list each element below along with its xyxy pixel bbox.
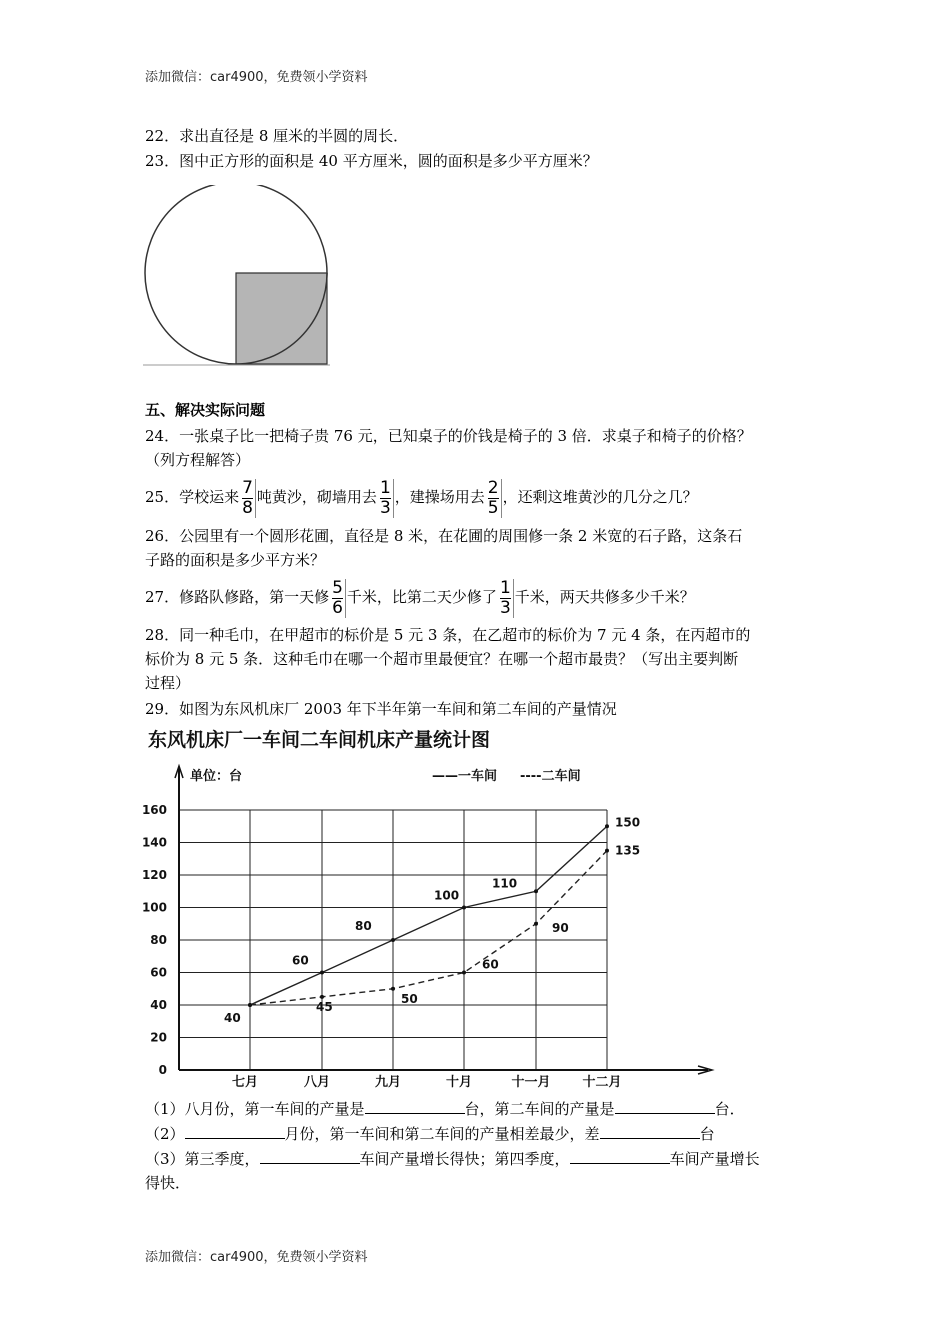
sub-question-3: （3）第三季度， 车间产量增长得快；第四季度， 车间产量增长 <box>145 1150 760 1168</box>
question-29: 29．如图为东风机床厂 2003 年下半年第一车间和第二车间的产量情况 <box>145 700 617 718</box>
data-label-s2-5: 135 <box>615 843 641 858</box>
series-line-1 <box>250 826 607 1005</box>
fraction-1-3: $\frac{1}{3}$ <box>378 479 394 518</box>
question-27 <box>145 575 695 619</box>
chart-unit-label: 单位：台 <box>190 769 243 784</box>
q27-text-3: 千米，两天共修多少千米？ <box>514 588 695 606</box>
fraction-7-8: $\frac{7}{8}$ <box>240 479 256 518</box>
series-2-point-5 <box>605 849 609 853</box>
y-tick-label-140: 140 <box>141 835 167 850</box>
y-tick-label-20: 20 <box>150 1030 167 1045</box>
answer-blank-1b[interactable] <box>615 1098 715 1114</box>
chart-axes <box>175 766 712 1074</box>
series-1-point-4 <box>534 889 538 893</box>
question-26-line1: 26．公园里有一个圆形花圃，直径是 8 米，在花圃的周围修一条 2 米宽的石子路，这条石 <box>145 527 743 545</box>
y-tick-label-120: 120 <box>141 868 167 882</box>
q25-text-3: ，建操场用去 <box>394 488 485 506</box>
chart-tick-labels <box>142 803 622 1090</box>
question-28-line3: 过程） <box>145 674 191 692</box>
series-1-point-3 <box>462 906 466 910</box>
section-heading: 五、解决实际问题 <box>145 401 266 419</box>
series-1-point-2 <box>391 938 395 942</box>
q27-text-2: 千米，比第二天少修了 <box>346 588 497 606</box>
y-tick-label-80: 80 <box>150 933 167 947</box>
question-28-line1: 28．同一种毛巾，在甲超市的标价是 5 元 3 条，在乙超市的标价为 7 元 4 条，在丙超市的 <box>145 626 751 644</box>
y-tick-label-100: 100 <box>141 900 167 915</box>
chart-data-labels <box>224 815 640 1025</box>
y-tick-label-60: 60 <box>150 965 167 980</box>
x-tick-label-0: 七月 <box>231 1075 259 1090</box>
series-2-point-1 <box>320 995 324 999</box>
data-label-s2-3: 60 <box>482 957 499 972</box>
question-22: 22．求出直径是 8 厘米的半圆的周长． <box>145 127 409 145</box>
x-tick-label-4: 十一月 <box>511 1075 551 1090</box>
chart-series <box>248 824 609 1007</box>
y-tick-label-0: 0 <box>158 1063 167 1077</box>
series-1-point-1 <box>320 971 324 975</box>
q25-text-2: 吨黄沙，砌墙用去 <box>256 488 377 506</box>
question-24-line1: 24．一张桌子比一把椅子贵 76 元，已知桌子的价钱是椅子的 3 倍．求桌子和椅子的价格？ <box>145 427 752 445</box>
answer-blank-2b[interactable] <box>600 1123 700 1139</box>
question-24-line2: （列方程解答） <box>145 451 251 469</box>
series-2-point-0 <box>248 1003 252 1007</box>
data-label-s1-5: 150 <box>615 815 641 830</box>
data-label-s1-4: 110 <box>492 876 518 891</box>
series-2-point-3 <box>462 971 466 975</box>
data-label-s2-2: 50 <box>401 991 418 1006</box>
answer-blank-1a[interactable] <box>365 1098 465 1114</box>
data-label-s1-0: 40 <box>224 1011 241 1025</box>
x-tick-label-1: 八月 <box>303 1075 331 1090</box>
series-1-point-5 <box>605 824 609 828</box>
sub-question-1: （1）八月份，第一车间的产量是 台，第二车间的产量是 台． <box>145 1100 745 1118</box>
series-2-point-2 <box>391 987 395 991</box>
figure-square <box>236 273 327 364</box>
question-28-line2: 标价为 8 元 5 条．这种毛巾在哪一个超市里最便宜？在哪一个超市最贵？（写出主要判断 <box>145 650 739 668</box>
sub-question-3-line2: 得快． <box>145 1174 191 1192</box>
answer-blank-2a[interactable] <box>185 1123 285 1139</box>
circle-square-figure <box>140 185 340 370</box>
x-tick-label-2: 九月 <box>374 1075 402 1090</box>
y-tick-label-40: 40 <box>150 998 167 1012</box>
data-label-s2-1: 45 <box>316 999 333 1014</box>
fraction-5-6: $\frac{5}{6}$ <box>330 579 346 618</box>
data-label-s2-4: 90 <box>552 920 569 935</box>
legend-series-1: ——一车间 <box>432 769 498 784</box>
x-tick-label-3: 十月 <box>445 1075 473 1090</box>
data-label-s1-3: 100 <box>434 888 460 903</box>
data-label-s1-2: 80 <box>355 919 372 933</box>
answer-blank-3b[interactable] <box>570 1148 670 1164</box>
q25-text-4: ，还剩这堆黄沙的几分之几？ <box>502 488 698 506</box>
q25-text-1: 25．学校运来 <box>145 488 240 506</box>
fraction-1-3b: $\frac{1}{3}$ <box>498 579 514 618</box>
answer-blank-3a[interactable] <box>260 1148 360 1164</box>
x-tick-label-5: 十二月 <box>582 1075 622 1090</box>
production-line-chart <box>140 722 740 1094</box>
series-2-point-4 <box>534 922 538 926</box>
chart-title: 东风机床厂一车间二车间机床产量统计图 <box>148 729 491 751</box>
page-footer: 添加微信：car4900，免费领小学资料 <box>145 1250 368 1265</box>
question-25 <box>145 475 698 519</box>
page-header: 添加微信：car4900，免费领小学资料 <box>145 70 368 85</box>
fraction-2-5: $\frac{2}{5}$ <box>486 479 502 518</box>
sub-question-2: （2） 月份，第一车间和第二车间的产量相差最少，差 台 <box>145 1125 715 1143</box>
question-23: 23．图中正方形的面积是 40 平方厘米，圆的面积是多少平方厘米？ <box>145 152 598 170</box>
legend-series-2: ----二车间 <box>520 769 581 784</box>
y-tick-label-160: 160 <box>141 803 167 817</box>
data-label-s1-1: 60 <box>292 953 309 968</box>
question-26-line2: 子路的面积是多少平方米？ <box>145 551 326 569</box>
q27-text-1: 27．修路队修路，第一天修 <box>145 588 330 606</box>
